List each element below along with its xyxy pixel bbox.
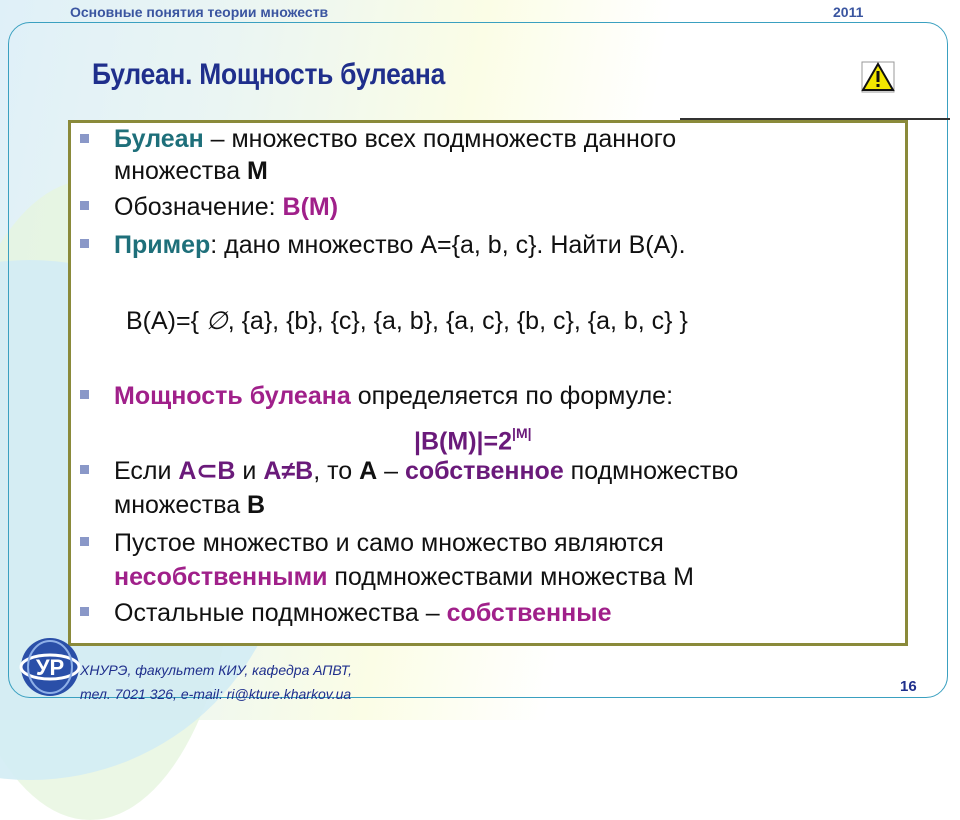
example-result: [126, 306, 688, 336]
set-a: A: [359, 457, 378, 485]
set-b: B: [247, 491, 266, 519]
example-subsets: , {a}, {b}, {c}, {a, b}, {a, c}, {b, c}, {a, b, c} }: [227, 307, 688, 335]
term-proper-plural: собственные: [446, 599, 612, 627]
bullet-marker: [80, 239, 89, 248]
bullet-improper-subsets-line2: [114, 562, 694, 592]
set-b: B: [217, 457, 236, 485]
year-label: 2011: [833, 4, 864, 20]
definition-text: множества: [114, 157, 248, 185]
definition-text: – множество всех подмножеств данного: [203, 125, 677, 153]
bullet-boolean-definition-line2: [114, 156, 268, 186]
course-title: Основные понятия теории множеств: [70, 4, 329, 20]
notation-text: Обозначение:: [114, 193, 283, 221]
bullet-marker: [80, 201, 89, 210]
text: , то: [313, 457, 360, 485]
empty-set-symbol: ∅: [205, 307, 228, 335]
bullet-marker: [80, 134, 89, 143]
text: и: [235, 457, 264, 485]
bullet-improper-subsets: [114, 528, 664, 558]
bullet-example: [114, 230, 686, 260]
term-example: Пример: [114, 231, 211, 259]
not-equal-expression: A≠B: [263, 457, 314, 485]
set-symbol: M: [247, 157, 268, 185]
bullet-boolean-definition: [114, 124, 676, 154]
formula-base: |B(M)|=2: [414, 427, 513, 456]
notation-value: B(M): [282, 193, 339, 221]
logo-text: УР: [35, 655, 65, 680]
other-text: Остальные подмножества –: [114, 599, 447, 627]
bullet-proper-subset-line2: [114, 490, 265, 520]
example-prefix: B(A)={: [126, 307, 206, 335]
bullet-proper-subset: [114, 456, 738, 486]
example-text: : дано множество A={a, b, c}. Найти B(A).: [210, 231, 686, 259]
improper-text: подмножествами множества М: [327, 563, 694, 591]
bullet-cardinality: [114, 381, 673, 411]
set-a: A: [178, 457, 197, 485]
improper-text: Пустое множество и само множество являются: [114, 529, 664, 557]
footer-affiliation: ХНУРЭ, факультет КИУ, кафедра АПВТ,: [80, 662, 353, 678]
bullet-other-subsets: [114, 598, 611, 628]
subset-symbol: ⊂: [196, 457, 218, 485]
bullet-notation: [114, 192, 338, 222]
term-boolean: Булеан: [114, 125, 204, 153]
term-improper: несобственными: [114, 563, 328, 591]
formula-exponent: |M|: [512, 425, 532, 441]
text: Если: [114, 457, 179, 485]
footer-contacts: тел. 7021 326, e-mail: ri@kture.kharkov.ua: [80, 686, 352, 702]
text: –: [377, 457, 405, 485]
bullet-marker: [80, 390, 89, 399]
warning-icon: [860, 60, 896, 94]
cardinality-formula: [414, 420, 532, 456]
term-cardinality: Мощность булеана: [114, 382, 351, 410]
page-number: 16: [900, 678, 917, 695]
bullet-marker: [80, 537, 89, 546]
university-logo-icon: [14, 635, 84, 699]
slide-title: Булеан. Мощность булеана: [92, 58, 446, 91]
term-proper: собственное: [404, 457, 564, 485]
text: множества: [114, 491, 248, 519]
bullet-marker: [80, 465, 89, 474]
text: подмножество: [563, 457, 739, 485]
cardinality-text: определяется по формуле:: [350, 382, 674, 410]
bullet-marker: [80, 607, 89, 616]
